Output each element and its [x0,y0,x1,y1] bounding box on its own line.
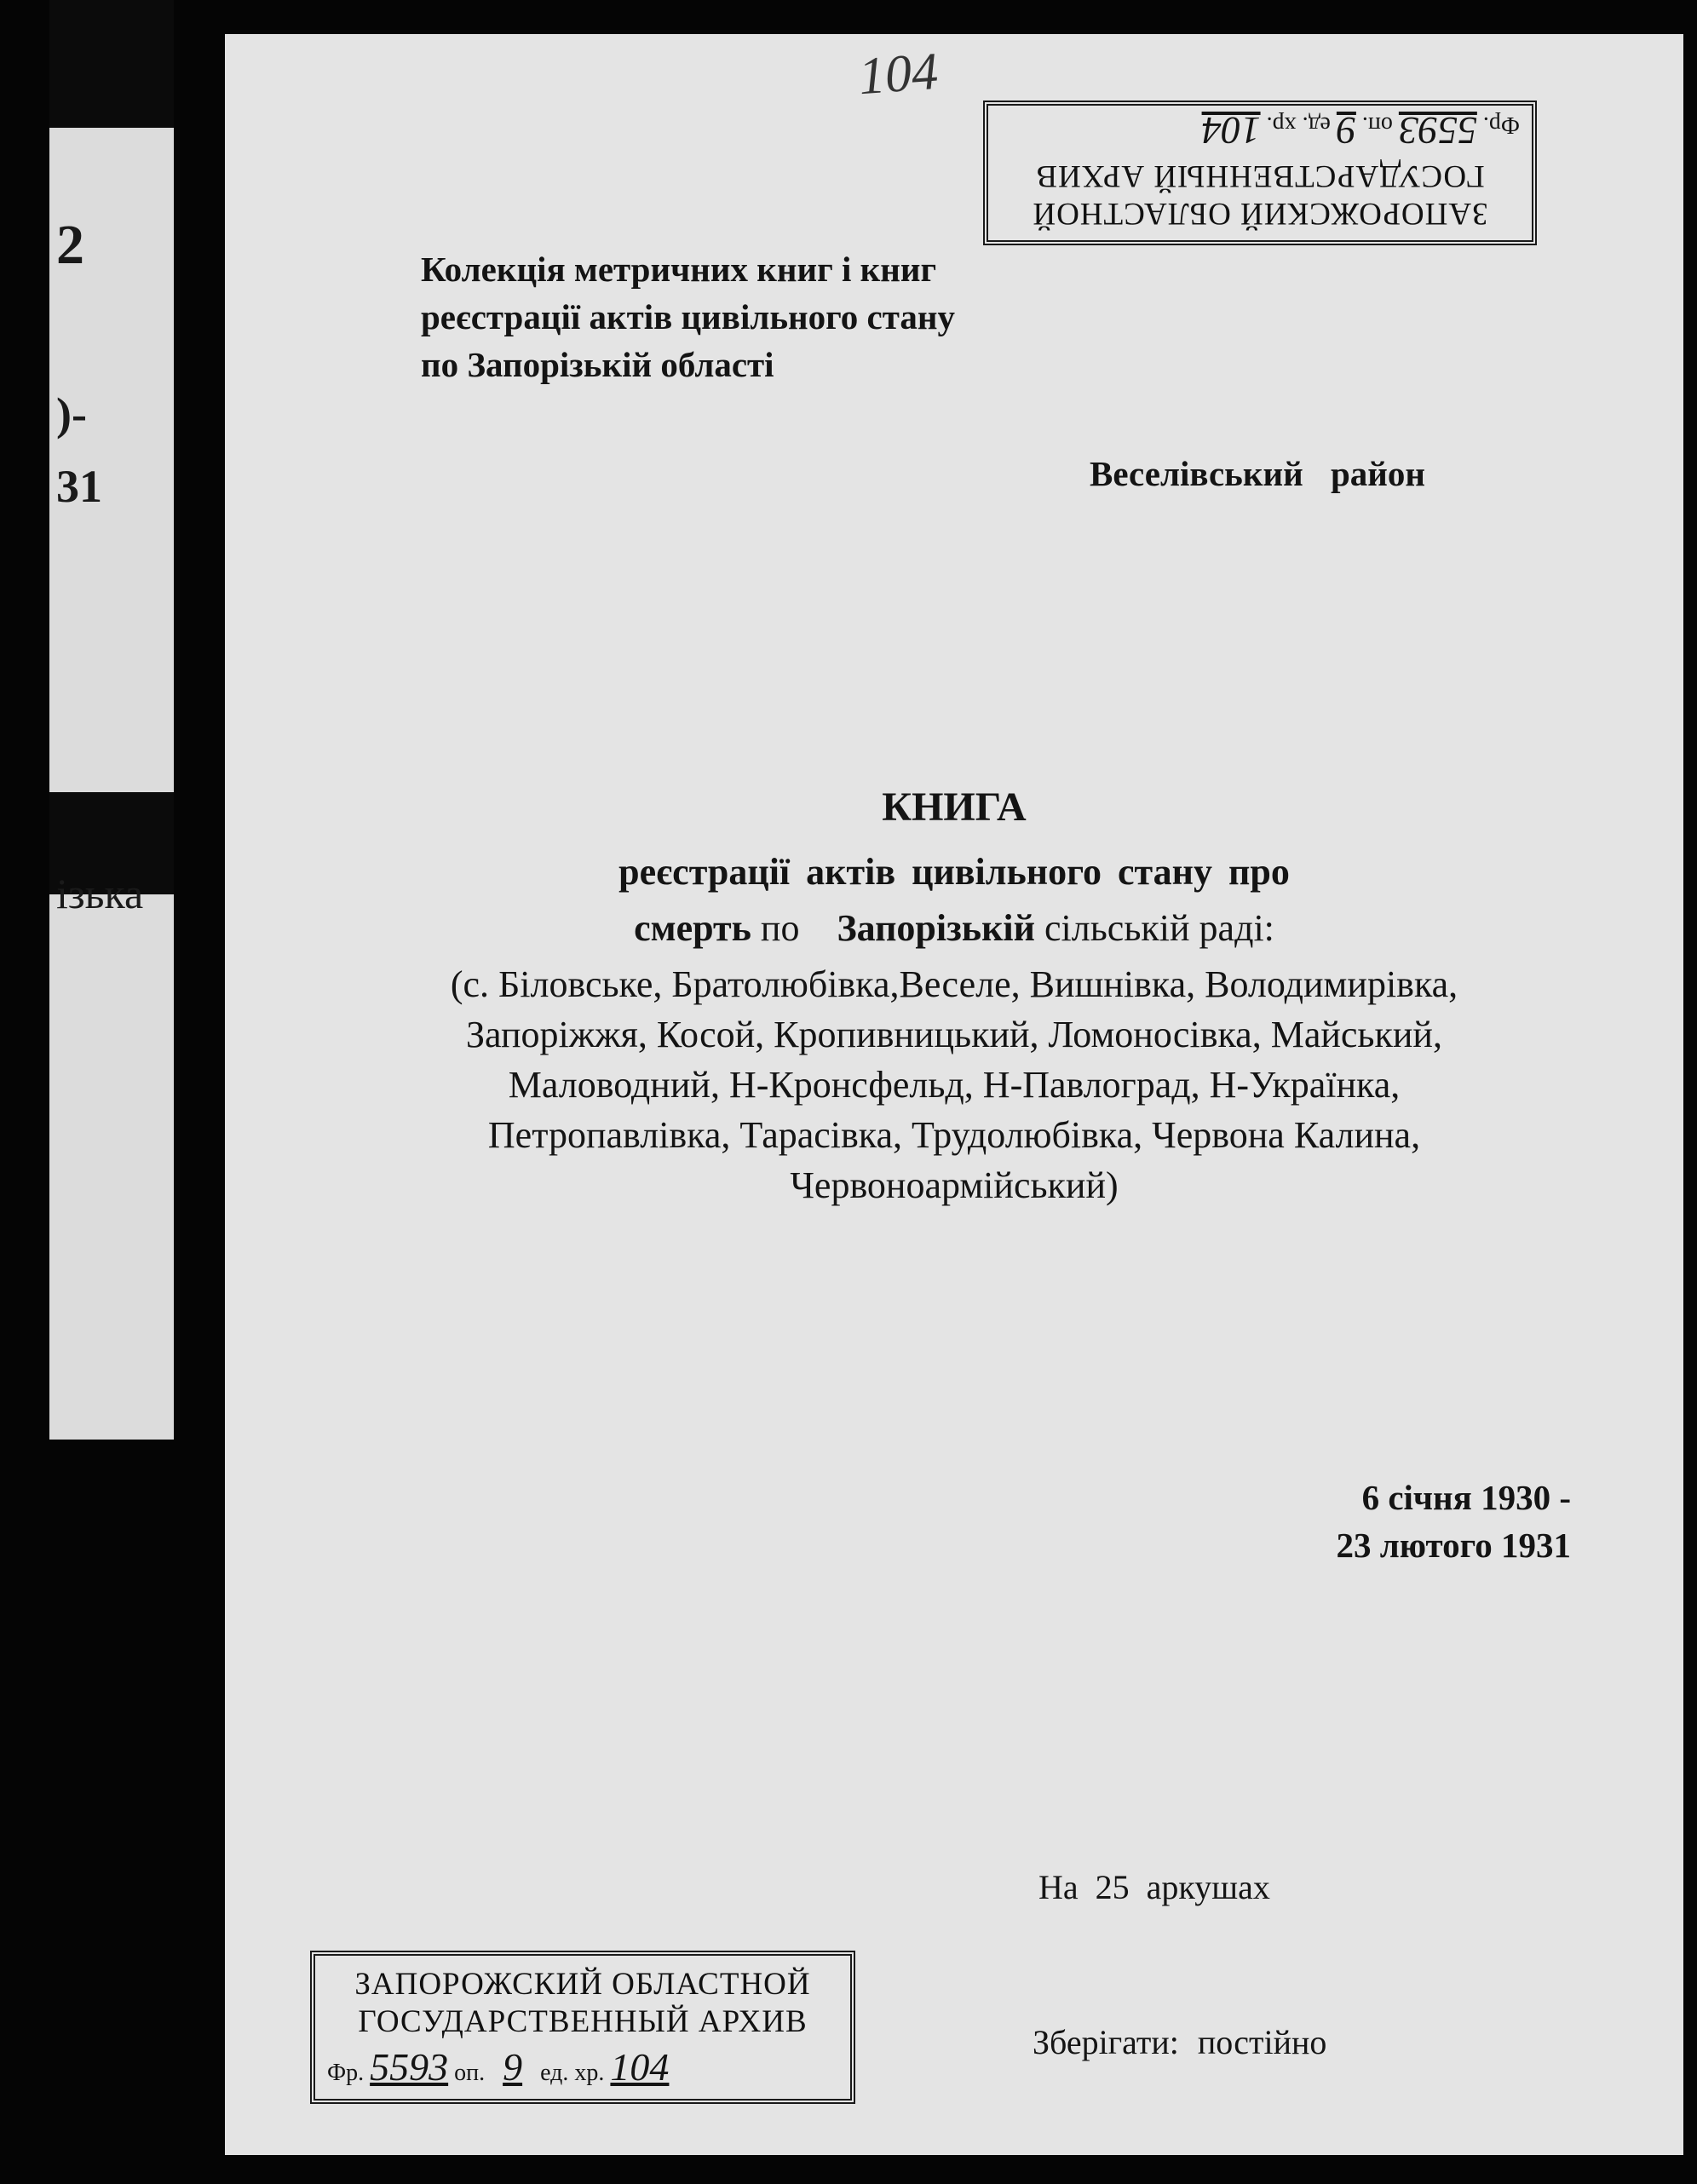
item-number: 104 [1201,109,1261,152]
archive-stamp-upside-down [983,101,1537,245]
collection-line: Колекція метричних книг і книг [421,250,937,289]
stamp-reference [327,2044,850,2089]
archive-stamp [310,1951,855,2104]
fond-number: 5593 [370,2045,449,2089]
document-page [225,34,1683,2155]
stamp-line: ГОСУДАРСТВЕННЫЙ АРХИВ [1035,158,1485,193]
opis-number: 9 [503,2045,523,2089]
item-label: ед. хр. [540,2060,605,2086]
collection-line: по Запорізькій області [421,345,774,384]
book-title: КНИГА [882,785,1027,830]
fond-number: 5593 [1398,109,1477,152]
villages-line: Маловодний, Н-Кронсфельд, Н-Павлоград, Н-Українка, [508,1064,1401,1106]
edge-fragment: 31 [56,461,102,512]
book-subtitle: реєстрації актів цивільного стану про [618,851,1290,893]
date-to: 23 лютого 1931 [1336,1526,1571,1565]
po-word: по [760,907,800,949]
sheet-count: На 25 аркушах [1038,1868,1270,1906]
edge-fragment: 2 [56,214,84,276]
stamp-line: ЗАПОРОЖСКИЙ ОБЛАСТНОЙ [354,1967,811,2002]
handwritten-page-number: 104 [856,42,941,106]
stamp-line: ГОСУДАРСТВЕННЫЙ АРХИВ [358,2004,808,2039]
date-range [1077,1474,1571,1569]
fond-label: Фр. [327,2060,365,2086]
fond-label: Фр. [1482,112,1520,138]
edge-dark-band [49,0,174,128]
opis-label: оп. [1361,112,1393,138]
opis-label: оп. [454,2060,486,2086]
death-word: смерть [634,907,751,949]
adjacent-page-edge [49,0,174,1440]
retention-note: Зберігати: постійно [1033,2023,1327,2061]
villages-line: Запоріжжя, Косой, Кропивницький, Ломоносівка, Майський, [466,1014,1442,1055]
collection-heading [421,245,955,388]
opis-number: 9 [1336,109,1356,152]
villages-line: Червоноармійський) [790,1164,1119,1206]
council-suffix: сільській раді: [1044,907,1274,949]
item-label: ед. хр. [1266,112,1331,138]
date-from: 6 січня 1930 - [1361,1478,1571,1517]
villages-list [225,959,1683,1210]
edge-fragment: ізька [56,870,144,917]
villages-line: Петропавлівка, Тарасівка, Трудолюбівка, Червона Калина, [487,1114,1421,1156]
edge-fragment: )- [56,388,87,440]
council-line [225,906,1683,950]
district-name: Веселівський район [1090,454,1426,493]
council-name: Запорізькій [837,907,1036,949]
villages-line: (с. Біловське, Братолюбівка,Веселе, Вишнівка, Володимирівка, [450,963,1458,1005]
stamp-reference [988,108,1520,153]
item-number: 104 [610,2045,670,2089]
collection-line: реєстрації актів цивільного стану [421,297,955,336]
stamp-line: ЗАПОРОЖСКИЙ ОБЛАСТНОЙ [1032,196,1488,231]
